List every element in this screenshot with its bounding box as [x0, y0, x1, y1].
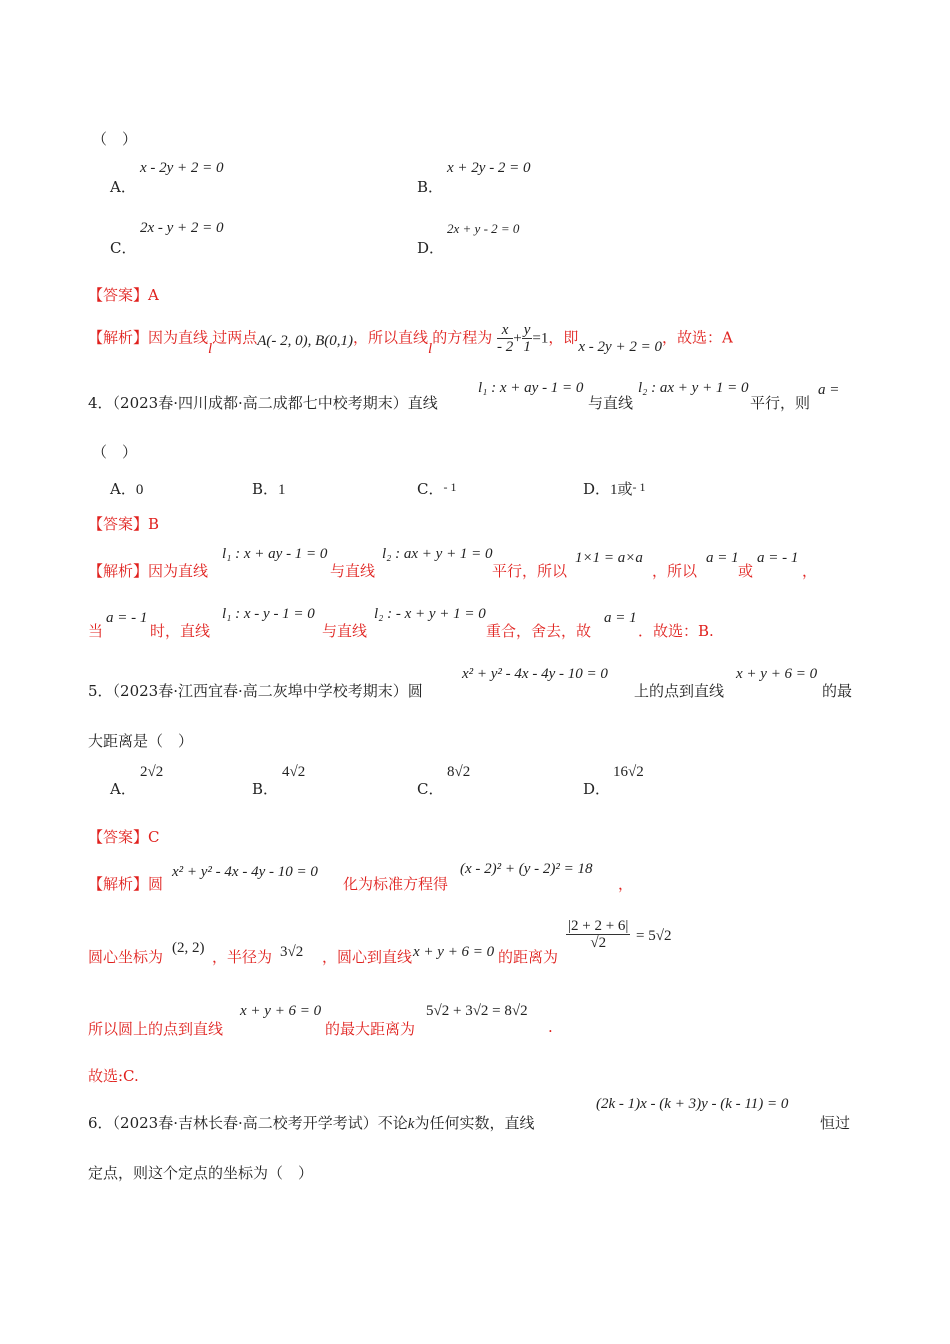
q4-answer: 【答案】B — [88, 515, 160, 533]
q5-analysis-period: . — [548, 1018, 553, 1036]
q4-analysis-parallel: 平行，所以 — [492, 562, 568, 580]
q5-line: x + y + 6 = 0 — [736, 666, 818, 682]
q3-option-d-expr: 2x + y - 2 = 0 — [447, 221, 520, 236]
q4-option-a[interactable]: A．0 — [110, 480, 144, 498]
q5-option-c-label[interactable]: C． — [417, 780, 444, 798]
q5-analysis-line: x + y + 6 = 0 — [413, 944, 495, 960]
q4-parallel: 平行，则 — [750, 394, 811, 412]
q4-stem: 4．（2023春·四川成都·高二成都七中校考期末）直线 — [88, 394, 438, 412]
q5-analysis-max-dist: 5√2 + 3√2 = 8√2 — [426, 1003, 528, 1019]
q5-analysis-center-to-line: ，圆心到直线 — [322, 948, 413, 966]
q5-circle: x² + y² - 4x - 4y - 10 = 0 — [462, 666, 608, 682]
q4-analysis-e3: a = - 1 — [757, 550, 799, 566]
q6-always: 恒过 — [820, 1114, 851, 1132]
q5-analysis-center: (2, 2) — [172, 940, 205, 956]
analysis-tag: 【解析】 — [88, 328, 149, 347]
q4-analysis-so: ，所以 — [652, 562, 698, 580]
q5-analysis-line2: x + y + 6 = 0 — [240, 1003, 322, 1019]
q3-option-d-label[interactable]: D． — [417, 239, 445, 257]
q6-stem-2: 定点，则这个定点的坐标为（ ） — [88, 1164, 314, 1182]
q3-option-b-label[interactable]: B． — [417, 178, 444, 196]
q6-line: (2k - 1)x - (k + 3)y - (k - 11) = 0 — [596, 1096, 789, 1112]
q5-analysis-center-text: 圆心坐标为 — [88, 948, 164, 966]
q5-option-c-value: 8√2 — [447, 764, 471, 780]
q5-analysis-choose: 故选:C. — [88, 1067, 139, 1085]
q4-a-eq: a = — [818, 382, 840, 398]
q4-option-c[interactable]: C．$^{- 1}$ — [417, 480, 457, 498]
q4-analysis-l1: l₁ : x + ay - 1 = 0 — [222, 546, 328, 562]
q5-option-b-value: 4√2 — [282, 764, 306, 780]
q5-analysis-circle: x² + y² - 4x - 4y - 10 = 0 — [172, 864, 318, 880]
q3-option-a-expr: x - 2y + 2 = 0 — [140, 160, 224, 176]
q4-analysis-comma: ， — [802, 562, 818, 580]
q5-analysis-std-text: 化为标准方程得 — [343, 875, 449, 893]
q5-analysis-max-text: 所以圆上的点到直线 — [88, 1020, 224, 1038]
q5-analysis-std: (x - 2)² + (y - 2)² = 18 — [460, 861, 593, 877]
q5-analysis-dist-value: = 5√2 — [636, 928, 672, 944]
q4-analysis-with2: 与直线 — [322, 622, 368, 640]
q5-to-line: 上的点到直线 — [634, 682, 725, 700]
q3-option-c-expr: 2x - y + 2 = 0 — [140, 220, 224, 236]
q4-line-l2: l₂ : ax + y + 1 = 0 — [638, 380, 749, 396]
q4-analysis-l2b: l₂ : - x + y + 1 = 0 — [374, 606, 486, 622]
q5-option-b-label[interactable]: B． — [252, 780, 279, 798]
q4-line-l1: l₁ : x + ay - 1 = 0 — [478, 380, 584, 396]
q3-option-b-expr: x + 2y - 2 = 0 — [447, 160, 531, 176]
q5-option-d-value: 16√2 — [613, 764, 644, 780]
q4-analysis-e2: a = 1 — [706, 550, 739, 566]
q4-with: 与直线 — [588, 394, 634, 412]
q4-analysis-e5: a = 1 — [604, 610, 637, 626]
q4-analysis-choose: ．故选：B. — [638, 622, 714, 640]
q4-analysis-l1b: l₁ : x - y - 1 = 0 — [222, 606, 315, 622]
q4-paren: （ ） — [92, 443, 138, 461]
q3-answer: 【答案】A — [88, 286, 159, 304]
q4-analysis-e4: a = - 1 — [106, 610, 148, 626]
q3-option-a-label[interactable]: A． — [110, 178, 136, 196]
q3-paren: （ ） — [92, 130, 138, 148]
q5-analysis-tag: 【解析】圆 — [88, 875, 164, 893]
q5-answer: 【答案】C — [88, 828, 160, 846]
q5-analysis-dist-fraction: $\frac{|2 + 2 + 6|}{√2}$ — [568, 918, 629, 951]
q6-stem: 6．（2023春·吉林长春·高二校考开学考试）不论k为任何实数，直线 — [88, 1114, 535, 1132]
fraction-x: $\frac{x}{- 2}$ — [497, 322, 514, 355]
line-l: l — [208, 340, 213, 357]
q4-analysis-when: 当 — [88, 622, 104, 640]
fraction-y: $\frac{y}{1}$ — [523, 322, 531, 355]
q4-analysis-coincide: 重合，舍去，故 — [486, 622, 592, 640]
q5-option-d-label[interactable]: D． — [583, 780, 611, 798]
q4-analysis-l2: l₂ : ax + y + 1 = 0 — [382, 546, 493, 562]
q5-analysis-dist-text: 的距离为 — [498, 948, 559, 966]
q5-option-a-value: 2√2 — [140, 764, 164, 780]
q5-analysis-radius: 3√2 — [280, 944, 304, 960]
q5-option-a-label[interactable]: A． — [110, 780, 136, 798]
q4-analysis-e1: 1×1 = a×a — [575, 550, 643, 566]
q4-option-d[interactable]: D．1或$^{- 1}$ — [583, 480, 646, 498]
q5-most: 的最 — [822, 682, 853, 700]
q5-analysis-max-dist-text: 的最大距离为 — [325, 1020, 416, 1038]
q5-stem: 5．（2023春·江西宜春·高二灰埠中学校考期末）圆 — [88, 682, 423, 700]
q3-option-c-label[interactable]: C． — [110, 239, 137, 257]
q4-analysis-with: 与直线 — [330, 562, 376, 580]
q4-analysis-or: 或 — [738, 562, 754, 580]
q5-stem-2: 大距离是（ ） — [88, 732, 194, 750]
q4-option-b[interactable]: B．1 — [252, 480, 286, 498]
q4-analysis-time: 时，直线 — [150, 622, 211, 640]
q5-analysis-comma: ， — [618, 875, 634, 893]
q5-analysis-radius-text: ，半径为 — [212, 948, 273, 966]
q4-analysis-line1: 【解析】因为直线 — [88, 562, 209, 580]
q3-analysis: 【解析】因为直线l过两点A(- 2, 0), B(0,1)，所以直线l的方程为 $\frac{x}{- 2}$ + $\frac{y}{1}$ =1，即x - 2y + 2 = 0，故选：A — [88, 322, 733, 357]
